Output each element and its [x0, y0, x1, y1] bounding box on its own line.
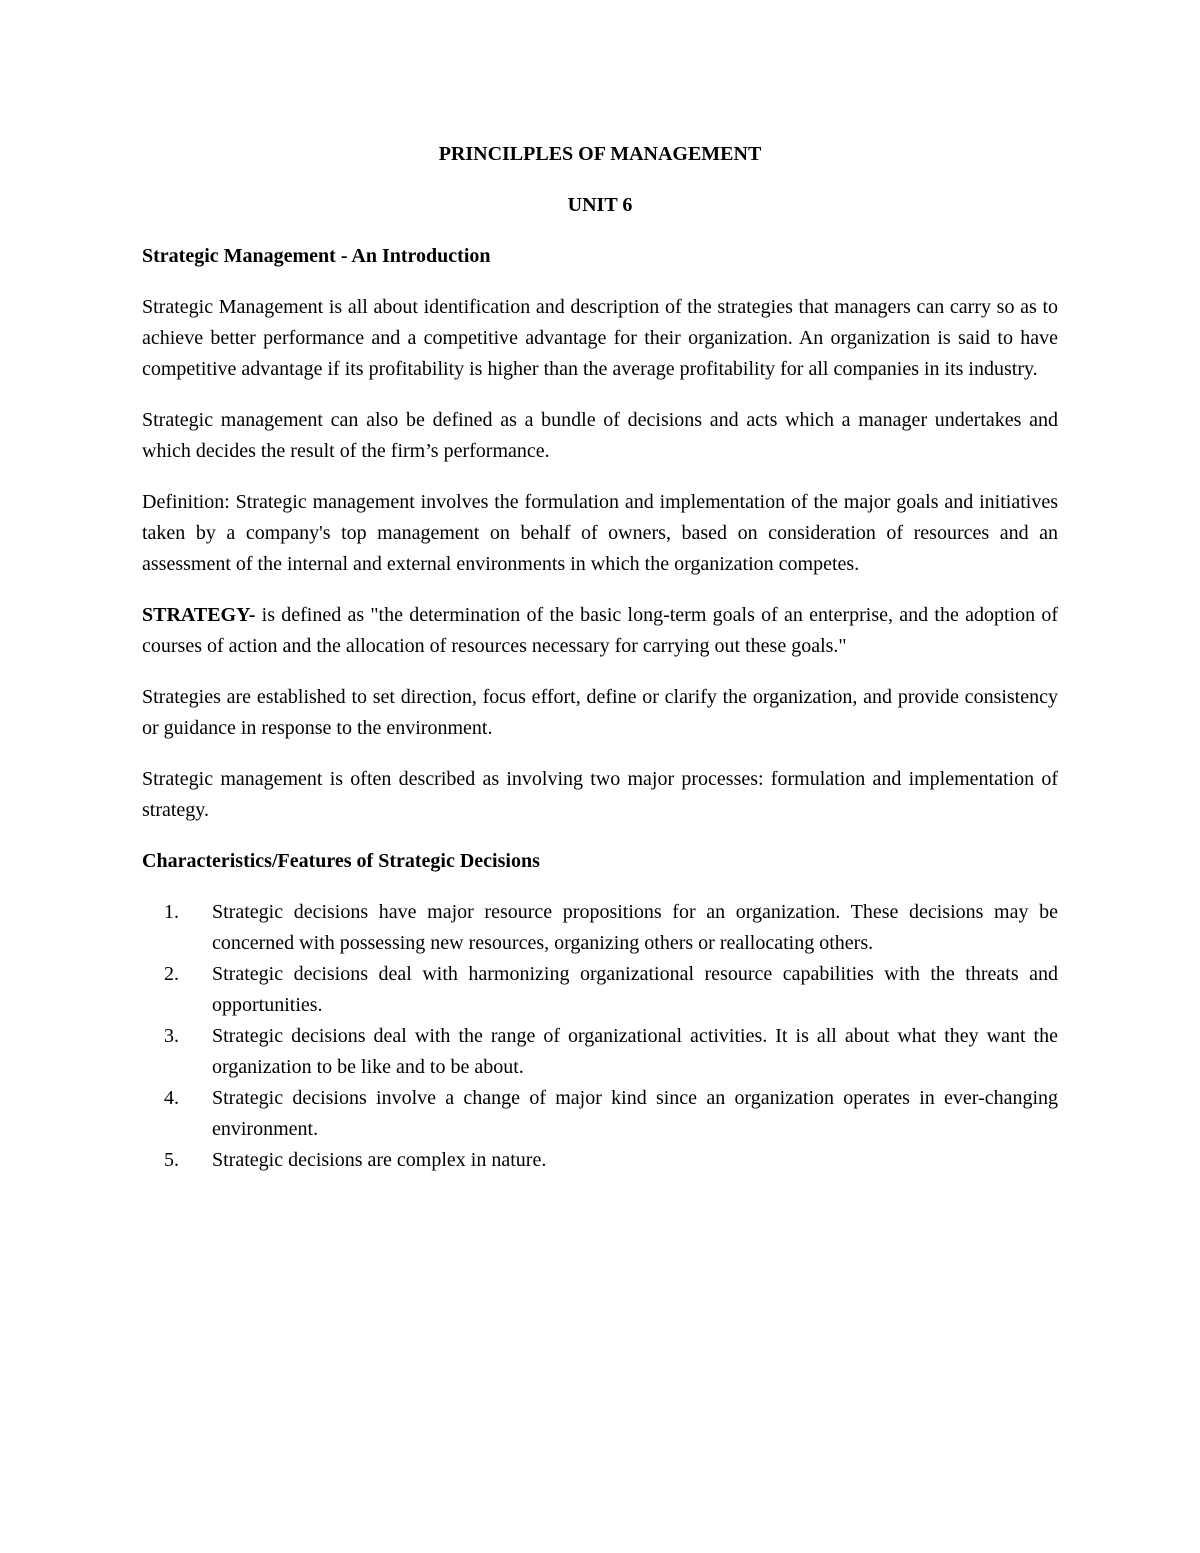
list-item-text: Strategic decisions involve a change of major kind since an organization operates in ever-changing environment. [212, 1087, 1058, 1140]
list-item [142, 1145, 1058, 1176]
list-item-text: Strategic decisions have major resource propositions for an organization. These decisions may be concerned with possessing new resources, organizing others or reallocating others. [212, 901, 1058, 954]
unit-label: UNIT 6 [567, 194, 633, 216]
strategy-text: is defined as "the determination of the basic long-term goals of an enterprise, and the adoption of courses of action and the allocation of resources necessary for carrying out these goals." [142, 604, 1058, 657]
list-item-number: 4. [164, 1087, 179, 1109]
list-item-text: Strategic decisions are complex in nature. [212, 1149, 547, 1171]
list-item-text: Strategic decisions deal with harmonizing organizational resource capabilities with the threats and opportunities. [212, 963, 1058, 1016]
strategy-lead: STRATEGY- [142, 604, 256, 626]
paragraph-definition: Definition: Strategic management involves the formulation and implementation of the major goals and initiatives taken by a company's top management on behalf of owners, based on consideration of resources and an assessment of the internal and external environments in which the organization competes. [142, 491, 1058, 575]
list-item-text: Strategic decisions deal with the range of organizational activities. It is all about what they want the organization to be like and to be about. [212, 1025, 1058, 1078]
list-item-number: 1. [164, 901, 179, 923]
list-item [142, 897, 1058, 959]
list-item-number: 5. [164, 1149, 179, 1171]
list-item [142, 1021, 1058, 1083]
list-item [142, 959, 1058, 1021]
list-item-number: 3. [164, 1025, 179, 1047]
section-heading-characteristics: Characteristics/Features of Strategic Decisions [142, 850, 540, 872]
document-title: PRINCILPLES OF MANAGEMENT [438, 143, 762, 165]
document-content [142, 139, 1058, 1176]
list-item-number: 2. [164, 963, 179, 985]
paragraph-two-processes: Strategic management is often described as involving two major processes: formulation and implementation of strategy. [142, 768, 1058, 821]
list-item [142, 1083, 1058, 1145]
characteristics-list [142, 897, 1058, 1176]
section-heading-introduction: Strategic Management - An Introduction [142, 245, 491, 267]
paragraph-strategy [142, 600, 1058, 662]
paragraph-intro: Strategic Management is all about identification and description of the strategies that managers can carry so as to achieve better performance and a competitive advantage for their organization. An organization is said to have competitive advantage if its profitability is higher than the average profitability for all companies in its industry. [142, 296, 1058, 380]
paragraph-bundle-of-decisions: Strategic management can also be defined as a bundle of decisions and acts which a manager undertakes and which decides the result of the firm’s performance. [142, 409, 1058, 462]
paragraph-strategies-established: Strategies are established to set direction, focus effort, define or clarify the organization, and provide consistency or guidance in response to the environment. [142, 686, 1058, 739]
